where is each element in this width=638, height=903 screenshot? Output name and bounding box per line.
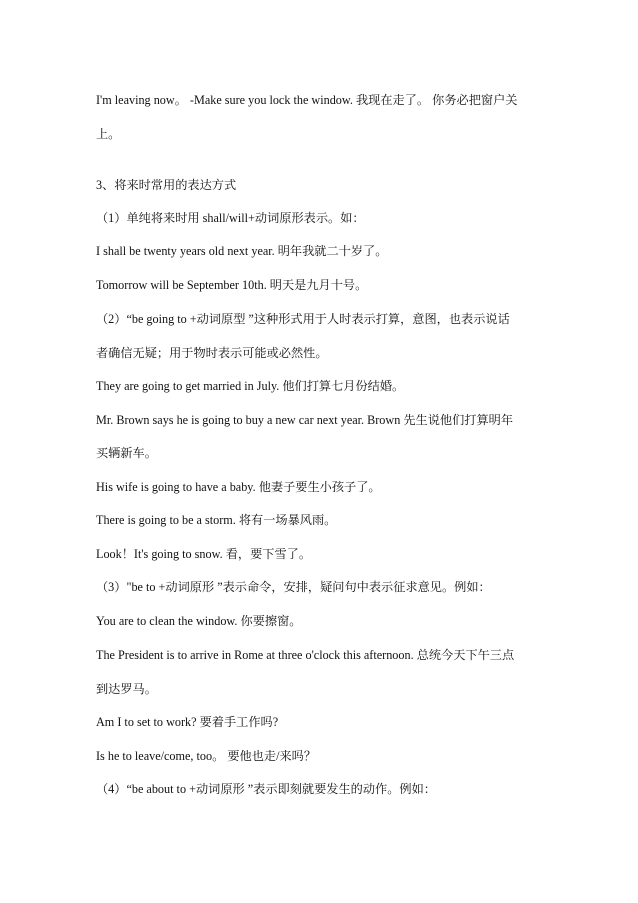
text-line: Look！It's going to snow. 看，要下雪了。 bbox=[96, 547, 312, 561]
text-line: I'm leaving now。 -Make sure you lock the window. 我现在走了。 你务必把窗户关 bbox=[96, 93, 518, 107]
text-line: 上。 bbox=[96, 127, 121, 141]
text-line: 到达罗马。 bbox=[96, 682, 157, 696]
text-line: （4）“be about to +动词原形 ”表示即刻就要发生的动作。例如： bbox=[96, 782, 436, 796]
text-line: Am I to set to work? 要着手工作吗? bbox=[96, 715, 279, 729]
text-line: You are to clean the window. 你要擦窗。 bbox=[96, 614, 302, 628]
text-line: （3）"be to +动词原形 ”表示命令，安排，疑问句中表示征求意见。例如： bbox=[96, 580, 491, 594]
text-line: （2）“be going to +动词原型 ”这种形式用于人时表示打算，意图，也表示说话 bbox=[96, 312, 510, 326]
section-heading: 3、将来时常用的表达方式 bbox=[96, 178, 237, 192]
text-line: 者确信无疑；用于物时表示可能或必然性。 bbox=[96, 346, 328, 360]
text-line: They are going to get married in July. 他们打算七月份结婚。 bbox=[96, 379, 405, 393]
text-line: Tomorrow will be September 10th. 明天是九月十号。 bbox=[96, 278, 368, 292]
text-line: His wife is going to have a baby. 他妻子要生小孩子了。 bbox=[96, 480, 381, 494]
text-line: There is going to be a storm. 将有一场暴风雨。 bbox=[96, 513, 337, 527]
text-line: Mr. Brown says he is going to buy a new car next year. Brown 先生说他们打算明年 bbox=[96, 413, 514, 427]
text-line: I shall be twenty years old next year. 明年我就二十岁了。 bbox=[96, 244, 388, 258]
text-line: （1）单纯将来时用 shall/will+动词原形表示。如： bbox=[96, 211, 365, 225]
text-line: The President is to arrive in Rome at three o'clock this afternoon. 总统今天下午三点 bbox=[96, 648, 515, 662]
text-line: Is he to leave/come, too。 要他也走/来吗？ bbox=[96, 749, 317, 763]
text-line: 买辆新车。 bbox=[96, 446, 157, 460]
